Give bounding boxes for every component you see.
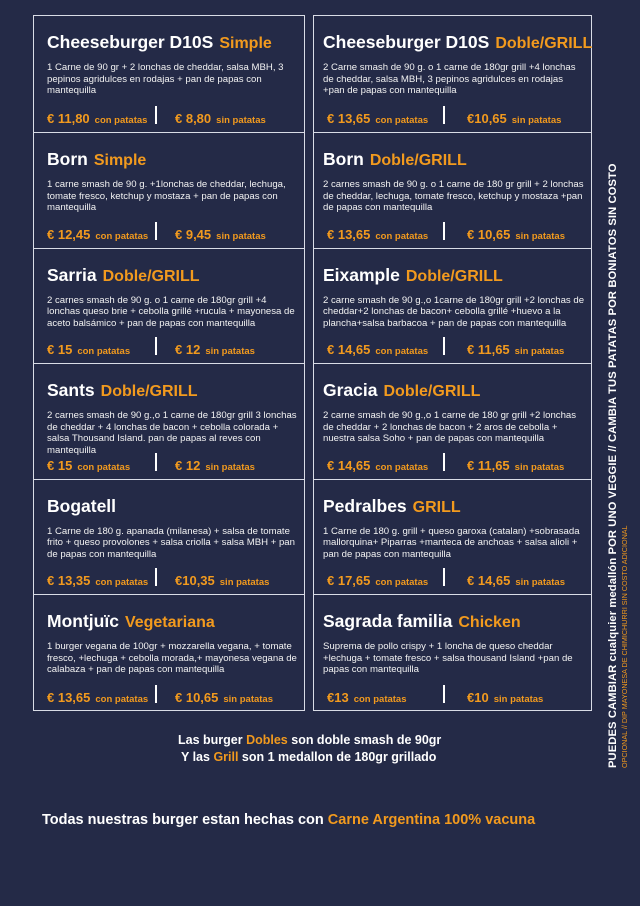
price-without-fries: [467, 342, 564, 357]
price-without-fries: [467, 690, 543, 705]
burger-name: [323, 32, 592, 53]
price-without-fries: [175, 573, 269, 588]
burger-description: Suprema de pollo crispy + 1 loncha de queso cheddar +lechuga + tomate fresco + salsa thousand Island +pan de papas con mantequilla: [323, 641, 573, 676]
price-divider: [155, 568, 157, 586]
burger-name: [323, 265, 503, 286]
menu-item-card: [314, 480, 591, 596]
price-divider: [443, 222, 445, 240]
price-value: € 15: [47, 342, 73, 357]
price-with-fries: [327, 342, 428, 357]
price-value: € 17,65: [327, 573, 371, 588]
burger-description: 1 Carne de 180 g. apanada (milanesa) + salsa de tomate frito + queso provolones + salsa criolla + salsa MBH + pan de papas con mantequilla: [47, 525, 295, 560]
price-value: € 12,45: [47, 226, 91, 242]
menu-item-card: [314, 16, 591, 133]
right-menu-column: [313, 15, 592, 711]
menu-item-card: [314, 364, 591, 480]
burger-name-text: Born: [47, 149, 88, 169]
price-without-fries: [175, 111, 266, 126]
price-label: sin patatas: [493, 693, 544, 705]
burger-name-text: Pedralbes: [323, 495, 407, 516]
burger-description: 1 carne smash de 90 g. +1lonchas de cheddar, lechuga, tomate fresco, ketchup y mostaza + pan de papas con mantequilla: [47, 179, 286, 214]
burger-description: 2 carnes smash de 90 g.,o 1 carne de 180gr grill 3 lonchas de cheddar + 4 lonchas de bacon + cebolla colorada + salsa Thousand Island. pan de papas al reves con mantequilla: [47, 410, 297, 456]
burger-name-text: Sarria: [47, 264, 97, 285]
burger-variant: Simple: [219, 35, 272, 52]
burger-name: [47, 32, 272, 53]
burger-variant: Doble/GRILL: [405, 267, 503, 285]
price-row: [47, 566, 296, 588]
price-label: sin patatas: [216, 230, 266, 242]
price-row: [327, 104, 583, 126]
veggie-swap-note: PUEDES CAMBIAR cualquier medallón POR UNO VEGGIE // CAMBIA TUS PATATAS POR BONIATOS SIN COSTO: [607, 163, 619, 768]
menu-item-card: [314, 133, 591, 249]
price-divider: [155, 106, 157, 124]
price-divider: [155, 337, 157, 355]
price-divider: [155, 685, 157, 703]
price-value: € 14,65: [467, 573, 511, 588]
price-value: € 10,65: [467, 226, 511, 242]
price-label: sin patatas: [511, 115, 562, 126]
price-divider: [443, 685, 445, 703]
price-value: € 13,65: [47, 689, 91, 705]
menu-item-card: [34, 249, 304, 365]
menu-item-card: [314, 249, 591, 365]
left-menu-column: [33, 15, 305, 711]
price-with-fries: [327, 111, 428, 126]
price-value: € 14,65: [327, 457, 371, 473]
price-value: € 11,80: [47, 111, 90, 126]
price-divider: [155, 453, 157, 471]
price-without-fries: [467, 111, 561, 126]
price-label: con patatas: [77, 346, 131, 357]
burger-name-text: Eixample: [323, 264, 400, 285]
burger-variant: Doble/GRILL: [369, 152, 467, 169]
menu-item-card: [34, 595, 304, 711]
price-label: con patatas: [94, 115, 148, 126]
price-with-fries: [47, 573, 148, 588]
burger-name: [47, 265, 200, 286]
price-label: con patatas: [353, 693, 407, 705]
price-divider: [443, 568, 445, 586]
menu-item-card: [34, 364, 304, 480]
price-label: sin patatas: [205, 346, 255, 357]
price-label: sin patatas: [223, 693, 274, 705]
burger-variant: Simple: [93, 152, 147, 169]
price-label: con patatas: [77, 461, 131, 473]
burger-name: [323, 496, 461, 517]
burger-variant: GRILL: [412, 498, 461, 516]
price-without-fries: [175, 227, 266, 242]
price-without-fries: [467, 227, 565, 242]
price-with-fries: [327, 458, 428, 473]
burger-description: 2 carnes smash de 90 g. o 1 carne de 180 gr grill + 2 lonchas de cheddar, lechuga, tomate fresco, ketchup y mostaza +pan de papas con mantequilla: [323, 179, 584, 214]
price-divider: [443, 337, 445, 355]
price-row: [327, 335, 583, 357]
price-value: € 14,65: [327, 342, 371, 357]
price-label: con patatas: [95, 577, 149, 588]
burger-variant: Doble/GRILL: [495, 35, 593, 52]
price-value: € 13,65: [327, 111, 371, 126]
price-value: € 13,65: [327, 226, 371, 242]
price-value: € 11,65: [467, 457, 510, 473]
burger-name: [47, 496, 122, 517]
burger-name: [323, 149, 467, 170]
price-with-fries: [47, 690, 148, 705]
price-label: con patatas: [375, 461, 429, 473]
price-label: sin patatas: [514, 346, 565, 357]
price-label: con patatas: [95, 230, 149, 242]
price-label: con patatas: [95, 693, 149, 705]
price-with-fries: [327, 227, 428, 242]
burger-name-text: Cheeseburger D10S: [47, 32, 214, 52]
burger-name-text: Sagrada familia: [323, 611, 453, 631]
price-value: € 15: [47, 457, 73, 473]
price-label: con patatas: [375, 115, 429, 126]
burger-name-text: Born: [323, 149, 364, 169]
menu-item-card: [314, 595, 591, 711]
price-without-fries: [175, 458, 255, 473]
price-with-fries: [47, 342, 130, 357]
price-label: sin patatas: [205, 461, 255, 473]
menu-item-card: [34, 480, 304, 596]
price-row: [327, 566, 583, 588]
price-divider: [443, 453, 445, 471]
price-with-fries: [47, 458, 130, 473]
burger-variant: Doble/GRILL: [383, 383, 481, 400]
price-with-fries: [327, 573, 428, 588]
price-with-fries: [47, 111, 147, 126]
price-value: € 13,35: [47, 573, 91, 588]
menu-item-card: [34, 16, 304, 133]
price-without-fries: [467, 573, 565, 588]
burger-description: 2 carne smash de 90 g.,o 1carne de 180gr grill +2 lonchas de cheddar+2 lonchas de bacon+ cebolla grillé +huevo a la plancha+salsa barbacoa + pan de papas con mantequilla: [323, 294, 585, 329]
price-row: [327, 683, 583, 705]
price-value: € 11,65: [467, 342, 510, 357]
chimichurri-dip-note: OPCIONAL // DIP MAYONESA DE CHIMICHURRI SIN COSTO ADICIONAL: [620, 525, 629, 768]
price-label: con patatas: [375, 230, 429, 242]
price-value: €10,65: [467, 111, 507, 126]
burger-variant: Chicken: [458, 614, 521, 631]
burger-name: [47, 611, 215, 632]
price-value: € 12: [175, 457, 201, 473]
burger-name-text: Bogatell: [47, 495, 117, 516]
price-label: sin patatas: [515, 230, 566, 242]
price-value: € 8,80: [175, 111, 212, 126]
price-with-fries: [327, 690, 407, 705]
price-value: € 12: [175, 342, 201, 357]
price-row: [47, 451, 296, 473]
price-divider: [443, 106, 445, 124]
price-label: sin patatas: [515, 577, 566, 588]
price-label: sin patatas: [216, 115, 266, 126]
price-divider: [155, 222, 157, 240]
price-without-fries: [175, 690, 273, 705]
price-row: [47, 104, 296, 126]
price-row: [327, 220, 583, 242]
burger-name-text: Gracia: [323, 380, 378, 400]
price-label: con patatas: [375, 346, 429, 357]
burger-description: 1 burger vegana de 100gr + mozzarella vegana, + tomate fresco, +lechuga + cebolla morada,+ mayonesa vegana de calabaza + pan de papas con mantequilla: [47, 641, 297, 676]
burger-name: [47, 380, 198, 401]
price-value: € 10,65: [175, 689, 219, 705]
price-value: € 9,45: [175, 226, 212, 242]
price-row: [327, 451, 583, 473]
burger-description: 2 carnes smash de 90 g. o 1 carne de 180gr grill +4 lonchas queso brie + cebolla grillé +rucula + mayonesa de aceto balsámico + pan de papas con mantequilla: [47, 294, 295, 329]
price-without-fries: [467, 458, 564, 473]
burger-variant: Doble/GRILL: [102, 267, 200, 285]
burger-variant: Doble/GRILL: [100, 383, 198, 400]
burger-variant: Vegetariana: [124, 614, 215, 631]
price-row: [47, 335, 296, 357]
menu-item-card: [34, 133, 304, 249]
footer-meat-note: Todas nuestras burger estan hechas con Carne Argentina 100% vacuna: [42, 812, 536, 828]
burger-name: [47, 149, 146, 170]
price-label: sin patatas: [219, 577, 270, 588]
price-without-fries: [175, 342, 255, 357]
price-label: sin patatas: [514, 461, 565, 473]
grill-note: Y las Grill son 1 medallon de 180gr grillado: [181, 750, 437, 764]
burger-description: 2 Carne smash de 90 g. o 1 carne de 180gr grill +4 lonchas de cheddar, salsa MBH, 3 pepinos agridulces en rodajas +pan de papas con mantequilla: [323, 62, 576, 97]
burger-name-text: Sants: [47, 380, 95, 400]
price-row: [47, 683, 296, 705]
burger-name-text: Cheeseburger D10S: [323, 32, 490, 52]
price-value: €10,35: [175, 573, 215, 588]
burger-description: 2 carne smash de 90 g.,o 1 carne de 180 gr grill +2 lonchas de cheddar + 2 lonchas de bacon + 2 aros de cebolla + nuestra salsa Soho + pan de papas con mantequilla: [323, 410, 577, 445]
price-value: €10: [467, 689, 489, 705]
dobles-note: Las burger Dobles son doble smash de 90gr: [178, 733, 442, 747]
burger-name-text: Montjuïc: [47, 611, 119, 631]
burger-description: 1 Carne de 90 gr + 2 lonchas de cheddar, salsa MBH, 3 pepinos agridulces en rodajas + pan de papas con mantequilla: [47, 62, 284, 97]
burger-description: 1 Carne de 180 g. grill + queso garoxa (catalan) +sobrasada mallorquina+ Piparras +manteca de anchoas + salsa alioli + pan de papas con mantequilla: [323, 525, 580, 560]
price-label: con patatas: [375, 577, 429, 588]
price-with-fries: [47, 227, 148, 242]
burger-name: [323, 611, 521, 632]
price-row: [47, 220, 296, 242]
burger-name: [323, 380, 480, 401]
price-value: €13: [327, 689, 349, 705]
